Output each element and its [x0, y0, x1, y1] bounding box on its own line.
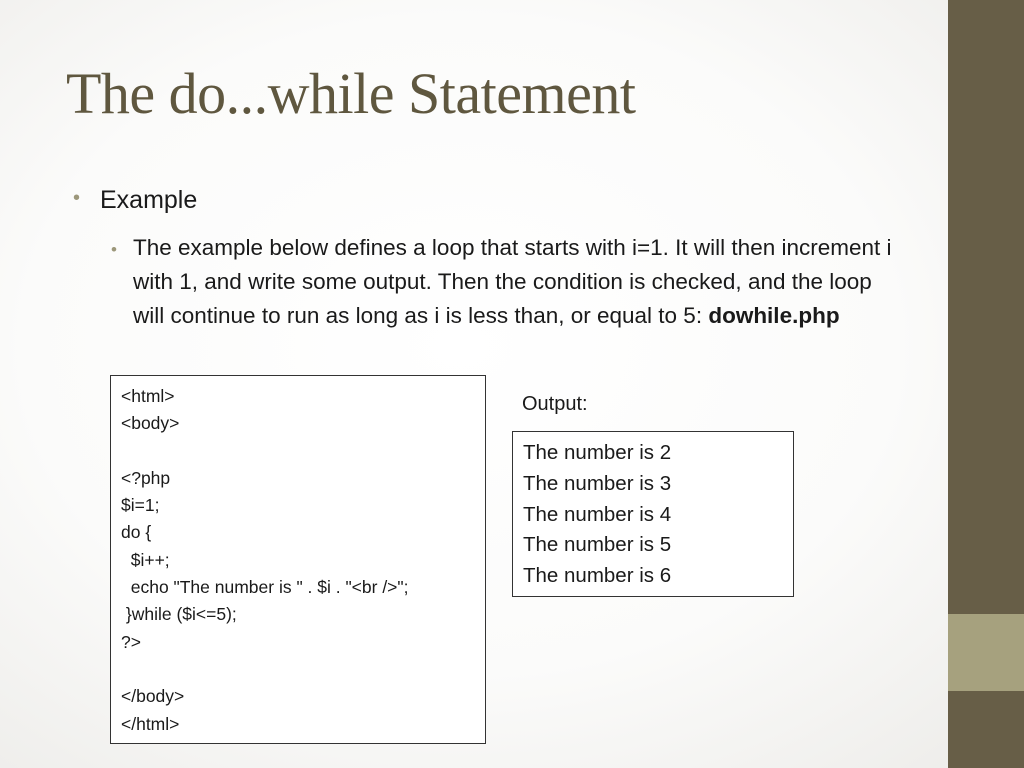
bullet-example-label: Example — [100, 186, 198, 214]
bullet-icon: • — [73, 187, 81, 209]
code-line: <html> — [121, 386, 175, 406]
code-listing — [110, 375, 486, 744]
bullet-example — [73, 186, 197, 215]
code-line: }while ($i<=5); — [121, 604, 237, 625]
code-line — [121, 438, 475, 465]
description-text — [133, 231, 901, 333]
bullet-description — [111, 231, 901, 333]
output-line: The number is 6 — [523, 564, 672, 588]
code-line: <?php — [121, 467, 171, 488]
code-line: <body> — [121, 413, 180, 434]
code-line: do { — [121, 522, 152, 543]
code-line: </body> — [121, 686, 185, 707]
output-label: Output: — [522, 393, 588, 415]
output-listing — [512, 431, 794, 597]
code-line — [121, 656, 475, 683]
output-line: The number is 5 — [523, 533, 672, 557]
sub-bullet-icon: • — [111, 240, 117, 259]
description-body: The example below defines a loop that starts with i=1. It will then increment i with 1, and write some output. Then the condition is checked, and the loop will continue to run as long as i is less than, or equal to 5: — [133, 235, 892, 328]
file-name: dowhile.php — [708, 303, 840, 328]
code-line: $i++; — [121, 549, 170, 570]
code-line: ?> — [121, 631, 141, 652]
sidebar-accent-block — [948, 614, 1024, 691]
output-line: The number is 3 — [523, 471, 672, 495]
code-line: echo "The number is " . $i . "<br />"; — [121, 577, 409, 598]
code-line: </html> — [121, 713, 180, 734]
output-line: The number is 4 — [523, 502, 672, 526]
code-line: $i=1; — [121, 495, 160, 516]
output-line: The number is 2 — [523, 441, 672, 464]
slide-title: The do...while Statement — [66, 61, 636, 126]
